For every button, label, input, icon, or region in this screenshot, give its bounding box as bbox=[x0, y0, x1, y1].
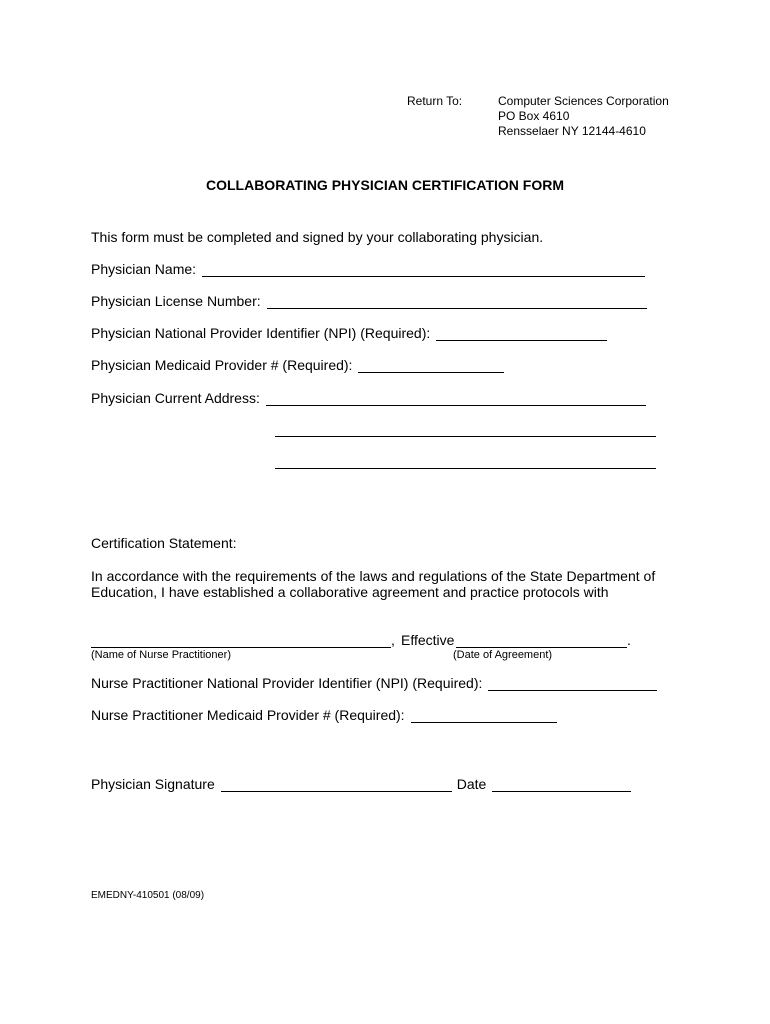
np-npi-field[interactable] bbox=[488, 676, 657, 691]
certification-statement-line1: In accordance with the requirements of the laws and regulations of the State Department of bbox=[91, 568, 656, 584]
np-npi-row bbox=[91, 675, 657, 691]
agreement-date-field[interactable] bbox=[456, 647, 627, 648]
physician-address-field-2[interactable] bbox=[275, 436, 656, 437]
physician-address-row bbox=[91, 390, 646, 406]
physician-npi-row bbox=[91, 325, 607, 341]
license-number-field[interactable] bbox=[267, 294, 647, 309]
license-number-label: Physician License Number: bbox=[91, 293, 261, 309]
intro-text: This form must be completed and signed by your collaborating physician. bbox=[91, 229, 544, 245]
np-medicaid-row bbox=[91, 707, 557, 723]
physician-address-field-3[interactable] bbox=[275, 468, 656, 469]
form-id: EMEDNY-410501 (08/09) bbox=[91, 890, 205, 901]
return-to-label: Return To: bbox=[407, 94, 463, 108]
form-title: COLLABORATING PHYSICIAN CERTIFICATION FORM bbox=[205, 177, 565, 193]
np-medicaid-label: Nurse Practitioner Medicaid Provider # (Required): bbox=[91, 707, 405, 723]
certification-statement-line2: Education, I have established a collaborative agreement and practice protocols with bbox=[91, 584, 609, 600]
physician-name-field[interactable] bbox=[202, 262, 645, 277]
physician-address-field-1[interactable] bbox=[266, 391, 646, 406]
physician-medicaid-row bbox=[91, 357, 504, 373]
effective-label: Effective bbox=[401, 632, 455, 648]
signature-row bbox=[91, 776, 631, 792]
physician-npi-field[interactable] bbox=[436, 326, 607, 341]
np-medicaid-field[interactable] bbox=[411, 708, 557, 723]
physician-name-row bbox=[91, 261, 645, 277]
signature-date-field[interactable] bbox=[492, 777, 631, 792]
certification-heading: Certification Statement: bbox=[91, 535, 237, 551]
physician-medicaid-label: Physician Medicaid Provider # (Required): bbox=[91, 357, 353, 373]
physician-address-label: Physician Current Address: bbox=[91, 390, 260, 406]
return-address-line3: Rensselaer NY 12144-4610 bbox=[498, 124, 646, 138]
return-address-line2: PO Box 4610 bbox=[498, 109, 570, 123]
return-address-line1: Computer Sciences Corporation bbox=[498, 94, 669, 108]
period-text: . bbox=[627, 632, 631, 648]
physician-name-label: Physician Name: bbox=[91, 261, 197, 277]
np-npi-label: Nurse Practitioner National Provider Identifier (NPI) (Required): bbox=[91, 675, 483, 691]
np-name-field[interactable] bbox=[91, 647, 391, 648]
np-name-caption: (Name of Nurse Practitioner) bbox=[91, 649, 231, 661]
comma-text: , bbox=[391, 632, 395, 648]
signature-label: Physician Signature bbox=[91, 776, 215, 792]
physician-npi-label: Physician National Provider Identifier (NPI) (Required): bbox=[91, 325, 431, 341]
physician-medicaid-field[interactable] bbox=[358, 358, 504, 373]
signature-field[interactable] bbox=[221, 777, 452, 792]
signature-date-label: Date bbox=[456, 776, 487, 792]
license-number-row bbox=[91, 293, 647, 309]
agreement-date-caption: (Date of Agreement) bbox=[453, 649, 553, 661]
